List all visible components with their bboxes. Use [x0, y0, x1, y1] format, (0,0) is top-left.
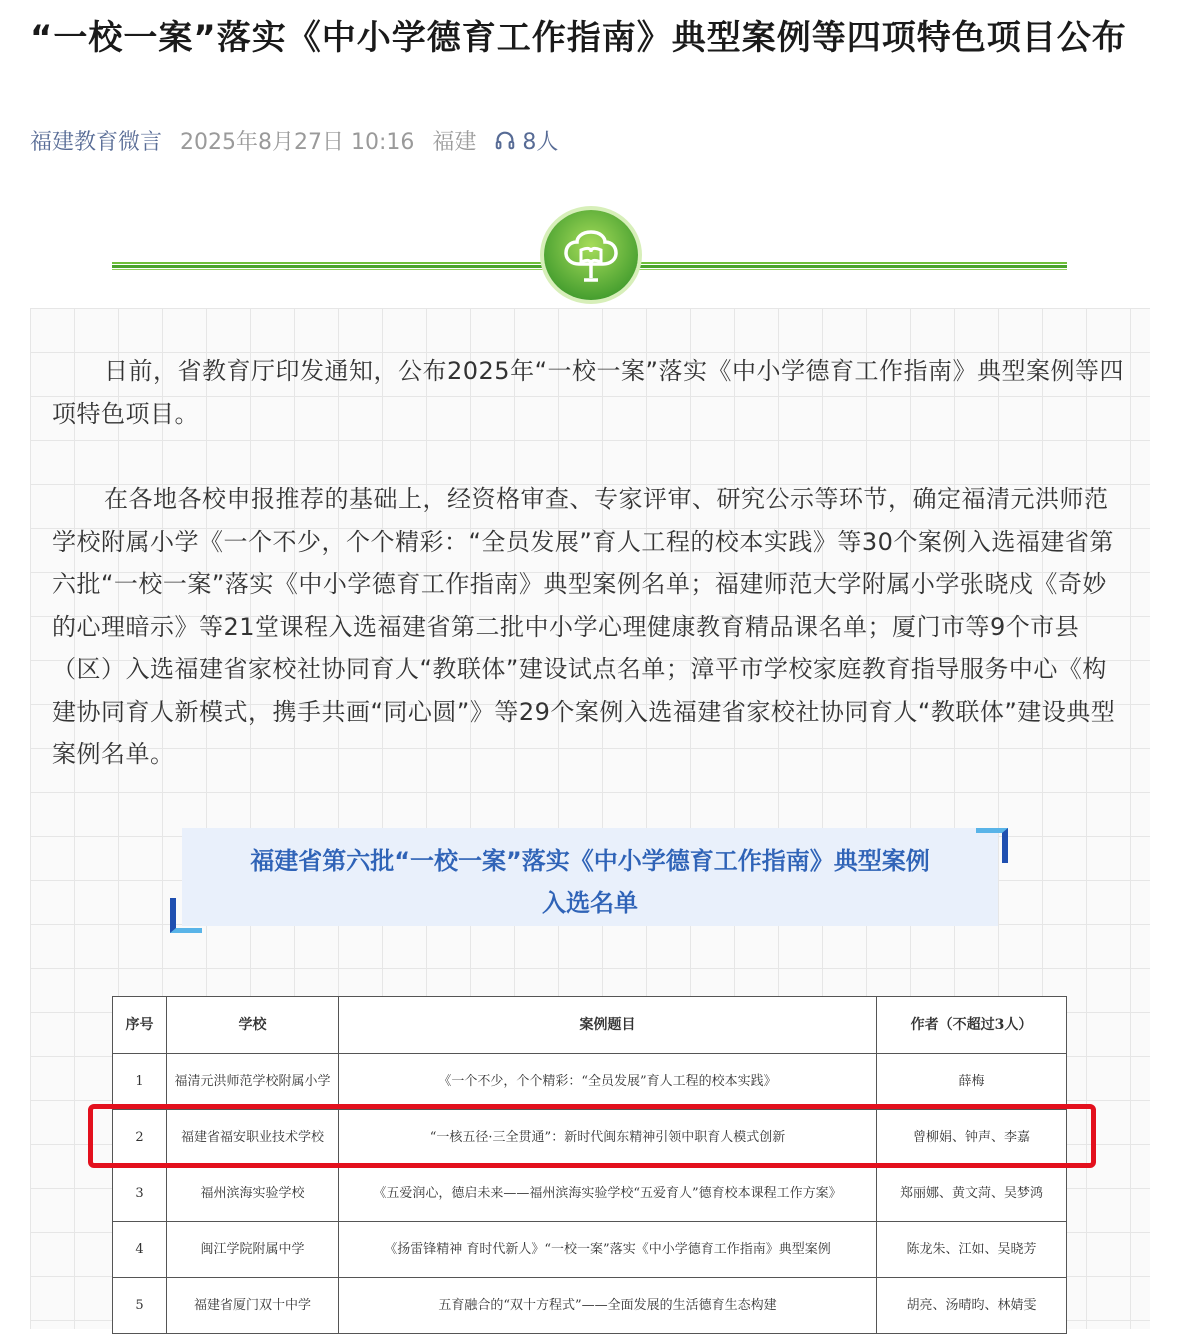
article-paragraph: 在各地各校申报推荐的基础上，经资格审查、专家评审、研究公示等环节，确定福清元洪师范学校附属小学《一个不少，个个精彩：“全员发展”育人工程的校本实践》等30个案例入选福建省第六批“一校一案”落实《中小学德育工作指南》典型案例名单；福建师范大学附属小学张晓戍《奇妙的心理暗示》等21堂课程入选福建省第二批中小学心理健康教育精品课名单；厦门市等9个市县（区）入选福建省家校社协同育人“教联体”建设试点名单；漳平市学校家庭教育指导服务中心《构建协同育人新模式，携手共画“同心圆”》等29个案例入选福建省家校社协同育人“教联体”建设典型案例名单。: [52, 485, 1116, 768]
cell-index: 4: [113, 1222, 167, 1278]
tree-book-logo-icon: [544, 210, 638, 300]
table-header-row: [113, 997, 1067, 1054]
cell-school: 闽江学院附属中学: [167, 1222, 339, 1278]
column-header: 序号: [113, 997, 167, 1054]
banner-corner-decoration: [170, 898, 202, 933]
cell-authors: 薛梅: [877, 1054, 1067, 1110]
cell-case-title: 《五爱润心，德启未来——福州滨海实验学校“五爱育人”德育校本课程工作方案》: [339, 1166, 877, 1222]
cell-index: 1: [113, 1054, 167, 1110]
cell-index: 3: [113, 1166, 167, 1222]
banner-line-2: 入选名单: [542, 889, 638, 917]
content-panel: [30, 308, 1150, 1329]
cell-authors: 曾柳娟、钟声、李嘉: [877, 1110, 1067, 1166]
article-paragraph: 日前，省教育厅印发通知，公布2025年“一校一案”落实《中小学德育工作指南》典型案例等四项特色项目。: [52, 357, 1124, 428]
account-name-link[interactable]: 福建教育微言: [30, 129, 163, 155]
section-banner-title: [182, 840, 998, 924]
banner-line-1: 福建省第六批“一校一案”落实《中小学德育工作指南》典型案例: [250, 847, 930, 875]
listen-button[interactable]: [494, 125, 558, 156]
divider-line-left: [112, 262, 552, 270]
cell-school: 福州滨海实验学校: [167, 1166, 339, 1222]
cell-case-title: 五育融合的“双十方程式”——全面发展的生活德育生态构建: [339, 1278, 877, 1334]
column-header: 案例题目: [339, 997, 877, 1054]
column-header: 学校: [167, 997, 339, 1054]
section-banner: [182, 828, 998, 926]
table-row: [113, 1166, 1067, 1222]
publish-location: 福建: [432, 129, 477, 155]
cell-school: 福建省福安职业技术学校: [167, 1110, 339, 1166]
article-meta: [30, 124, 558, 156]
article-title: “一校一案”落实《中小学德育工作指南》典型案例等四项特色项目公布: [30, 18, 1127, 58]
cell-authors: 郑丽娜、黄文菏、吴梦鸿: [877, 1166, 1067, 1222]
header-divider: [112, 208, 1067, 298]
cell-school: 福清元洪师范学校附属小学: [167, 1054, 339, 1110]
banner-corner-decoration: [976, 828, 1008, 863]
table-row: [113, 1222, 1067, 1278]
cell-authors: 胡亮、汤晴昀、林婧雯: [877, 1278, 1067, 1334]
listener-count: 8人: [522, 129, 559, 155]
cell-case-title: 《一个不少，个个精彩：“全员发展”育人工程的校本实践》: [339, 1054, 877, 1110]
table-row: [113, 1054, 1067, 1110]
highlight-box: [88, 1104, 1096, 1168]
cell-case-title: “一核五径·三全贯通”：新时代闽东精神引领中职育人模式创新: [339, 1110, 877, 1166]
cell-school: 福建省厦门双十中学: [167, 1278, 339, 1334]
cell-index: 5: [113, 1278, 167, 1334]
cell-case-title: 《扬雷锋精神 育时代新人》“一校一案”落实《中小学德育工作指南》典型案例: [339, 1222, 877, 1278]
divider-line-right: [627, 262, 1067, 270]
cell-index: 2: [113, 1110, 167, 1166]
publish-date: 2025年8月27日 10:16: [180, 129, 415, 155]
cell-authors: 陈龙朱、江如、吴晓芳: [877, 1222, 1067, 1278]
table-row: [113, 1278, 1067, 1334]
column-header: 作者（不超过3人）: [877, 997, 1067, 1054]
headphone-icon: [494, 129, 516, 151]
